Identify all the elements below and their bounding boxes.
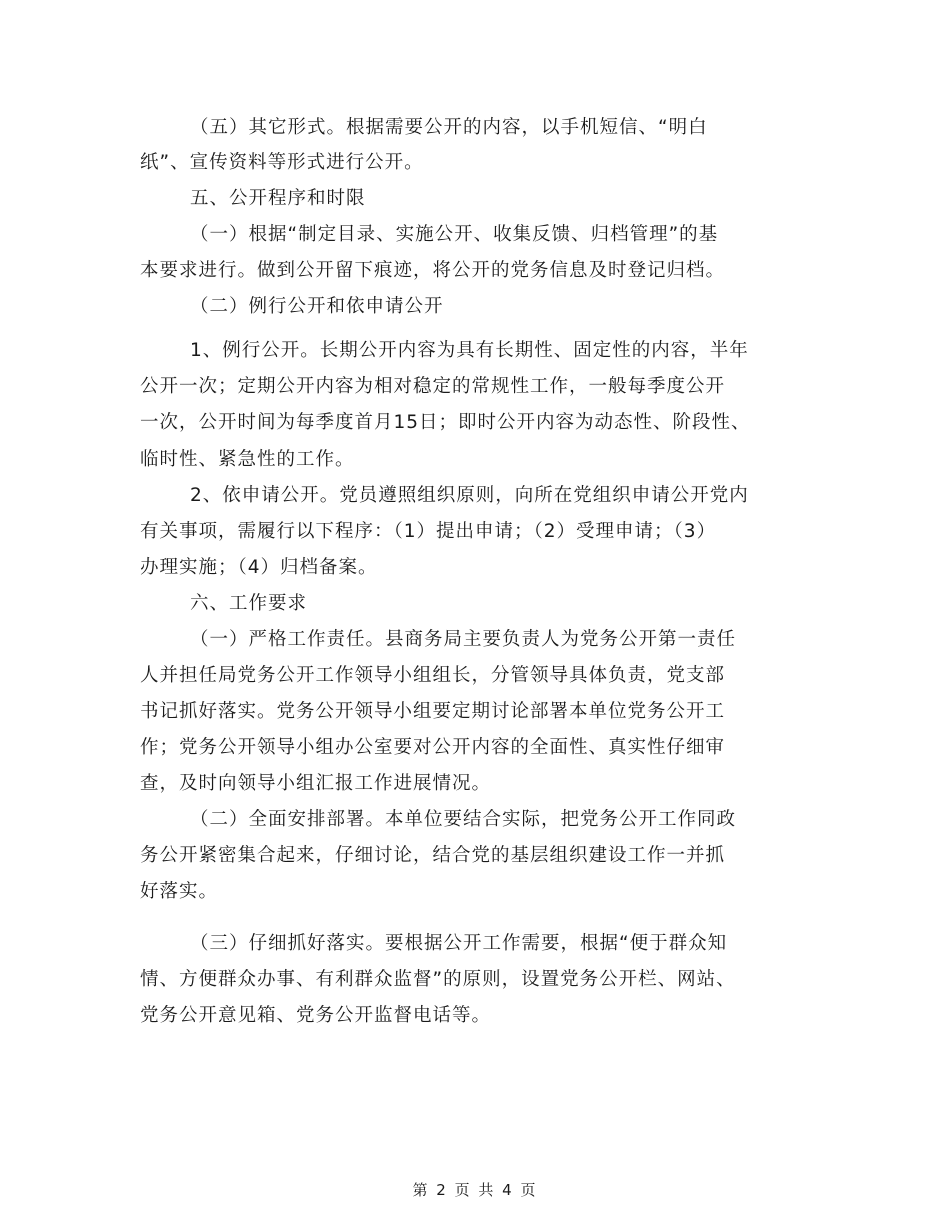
paragraph-line: （一）严格工作责任。县商务局主要负责人为党务公开第一责任 xyxy=(190,629,737,650)
paragraph-line: 务公开紧密集合起来，仔细讨论，结合党的基层组织建设工作一并抓 xyxy=(140,845,726,866)
page-number-footer: 第 2 页 共 4 页 xyxy=(412,1181,538,1199)
paragraph-line: 党务公开意见箱、党务公开监督电话等。 xyxy=(140,1005,492,1026)
paragraph-line: 情、方便群众办事、有利群众监督”的原则，设置党务公开栏、网站、 xyxy=(140,969,736,990)
paragraph-line: 办理实施；（4）归档备案。 xyxy=(140,557,378,578)
paragraph-line: （五）其它形式。根据需要公开的内容，以手机短信、“明白 xyxy=(190,117,708,138)
paragraph-line: 作；党务公开领导小组办公室要对公开内容的全面性、真实性仔细审 xyxy=(140,737,726,758)
paragraph-line: 查，及时向领导小组汇报工作进展情况。 xyxy=(140,773,492,794)
paragraph-line: 本要求进行。做到公开留下痕迹，将公开的党务信息及时登记归档。 xyxy=(140,260,726,281)
paragraph-line: （三）仔细抓好落实。要根据公开工作需要，根据“便于群众知 xyxy=(190,933,728,954)
paragraph-line: （一）根据“制定目录、实施公开、收集反馈、归档管理”的基 xyxy=(190,224,719,245)
paragraph-line: 好落实。 xyxy=(140,881,219,902)
paragraph-line: 2、依申请公开。党员遵照组织原则，向所在党组织申请公开党内 xyxy=(190,485,749,506)
paragraph-line: 一次，公开时间为每季度首月15日；即时公开内容为动态性、阶段性、 xyxy=(140,412,751,433)
section-heading: 六、工作要求 xyxy=(190,593,308,614)
paragraph-line: 1、例行公开。长期公开内容为具有长期性、固定性的内容，半年 xyxy=(190,340,749,361)
paragraph-line: 公开一次；定期公开内容为相对稳定的常规性工作，一般每季度公开 xyxy=(140,376,726,397)
paragraph-line: 临时性、紧急性的工作。 xyxy=(140,449,355,470)
paragraph-line: 书记抓好落实。党务公开领导小组要定期讨论部署本单位党务公开工 xyxy=(140,701,726,722)
paragraph-line: （二）全面安排部署。本单位要结合实际，把党务公开工作同政 xyxy=(190,809,737,830)
section-heading: 五、公开程序和时限 xyxy=(190,188,366,209)
paragraph-line: 有关事项，需履行以下程序：（1）提出申请；（2）受理申请；（3） xyxy=(140,521,717,542)
subsection-heading: （二）例行公开和依申请公开 xyxy=(190,296,444,317)
paragraph-line: 纸”、宣传资料等形式进行公开。 xyxy=(140,152,424,173)
paragraph-line: 人并担任局党务公开工作领导小组组长，分管领导具体负责，党支部 xyxy=(140,665,726,686)
